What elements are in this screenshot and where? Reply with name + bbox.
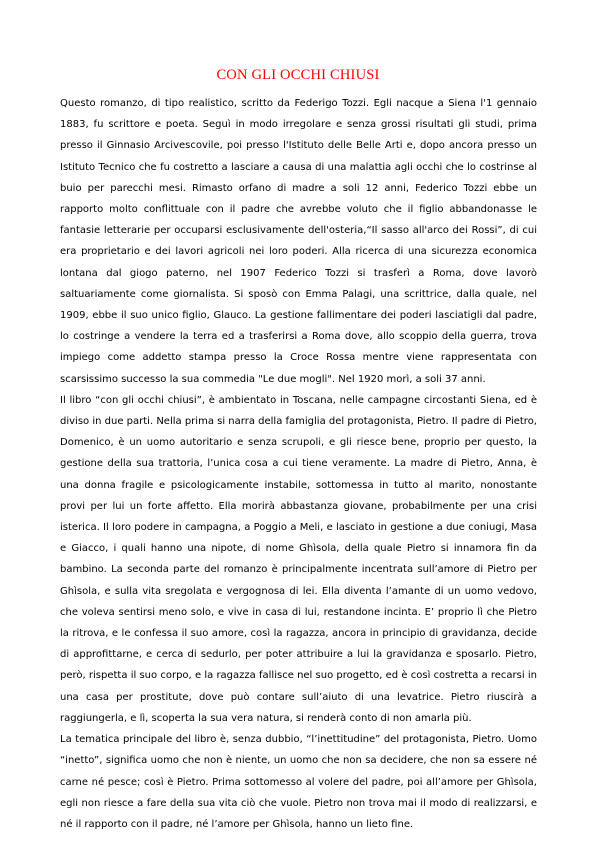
paragraph-main-theme: La tematica principale del libro è, senza dubbio, “l’inettitudine” del protagonista, Pietro. Uomo “inetto”, significa uomo che non è niente, un uomo che non sa decidere, che non sa essere né carne né pesce; così è Pietro. Prima sottomesso al volere del padre, poi all’amore per Ghìsola, egli non riesce a fare della sua vita ciò che vuole. Pietro non trova mai il modo di realizzarsi, e né il rapporto con il padre, né l’amore per Ghìsola, hanno un lieto fine. [60, 734, 537, 830]
paragraph-author-biography: Questo romanzo, di tipo realistico, scritto da Federigo Tozzi. Egli nacque a Siena l'1 gennaio 1883, fu scrittore e poeta. Seguì in modo irregolare e senza grossi risultati gli studi, prima presso il Ginnasio Arcivescovile, poi presso l'Istituto delle Belle Arti e, dopo ancora presso un Istituto Tecnico che fu costretto a lasciare a causa di una malattia agli occhi che lo costrinse al buio per parecchi mesi. Rimasto orfano di madre a soli 12 anni, Federico Tozzi ebbe un rapporto molto conflittuale con il padre che avrebbe voluto che il figlio abbandonasse le fantasie letterarie per occuparsi esclusivamente dell'osteria,“Il sasso all'arco dei Rossi”, di cui era proprietario e dei lavori agricoli nei loro poderi. Alla ricerca di una sicurezza economica lontana dal giogo paterno, nel 1907 Federico Tozzi si trasferì a Roma, dove lavorò saltuariamente come giornalista. Si sposò con Emma Palagi, una scrittrice, dalla quale, nel 1909, ebbe il suo unico figlio, Glauco. La gestione fallimentare dei poderi lasciatigli dal padre, lo costringe a vendere la terra ed a trasferirsi a Roma dove, allo scoppio della guerra, trova impiego come addetto stampa presso la Croce Rossa mentre viene rappresentata con scarsissimo successo la sua commedia "Le due mogli". Nel 1920 morì, a soli 37 anni. [60, 98, 537, 385]
document-title: CON GLI OCCHI CHIUSI [216, 67, 380, 83]
paragraph-plot-summary: Il libro “con gli occhi chiusi”, è ambientato in Toscana, nelle campagne circostanti Siena, ed è diviso in due parti. Nella prima si narra della famiglia del protagonista, Pietro. Il padre di Pietro, Domenico, è un uomo autoritario e senza scrupoli, e gli riesce bene, proprio per questo, la gestione della sua trattoria, l’unica cosa a cui tiene veramente. La madre di Pietro, Anna, è una donna fragile e psicologicamente instabile, sottomessa in tutto al marito, nonostante provi per lui un forte affetto. Ella morirà abbastanza giovane, probabilmente per una crisi isterica. Il loro podere in campagna, a Poggio a Meli, e lasciato in gestione a due coniugi, Masa e Giacco, i quali hanno una nipote, di nome Ghìsola, della quale Pietro si innamora fin da bambino. La seconda parte del romanzo è principalmente incentrata sull’amore di Pietro per Ghìsola, e sulla vita sregolata e vergognosa di lei. Ella diventa l’amante di un uomo vedovo, che voleva sentirsi meno solo, e vive in casa di lui, restandone incinta. E’ proprio lì che Pietro la ritrova, e le confessa il suo amore, così la ragazza, ancora in principio di gravidanza, decide di approfittarne, e cerca di sedurlo, per poter attribuire a lui la gravidanza e sposarlo. Pietro, però, rispetta il suo corpo, e la ragazza fallisce nel suo progetto, ed è così costretta a recarsi in una casa per prostitute, dove può contare sull’aiuto di una levatrice. Pietro riuscirà a raggiungerla, e lì, scoperta la sua vera natura, si renderà conto di non amarla più. [60, 394, 537, 724]
document-body [60, 93, 537, 835]
